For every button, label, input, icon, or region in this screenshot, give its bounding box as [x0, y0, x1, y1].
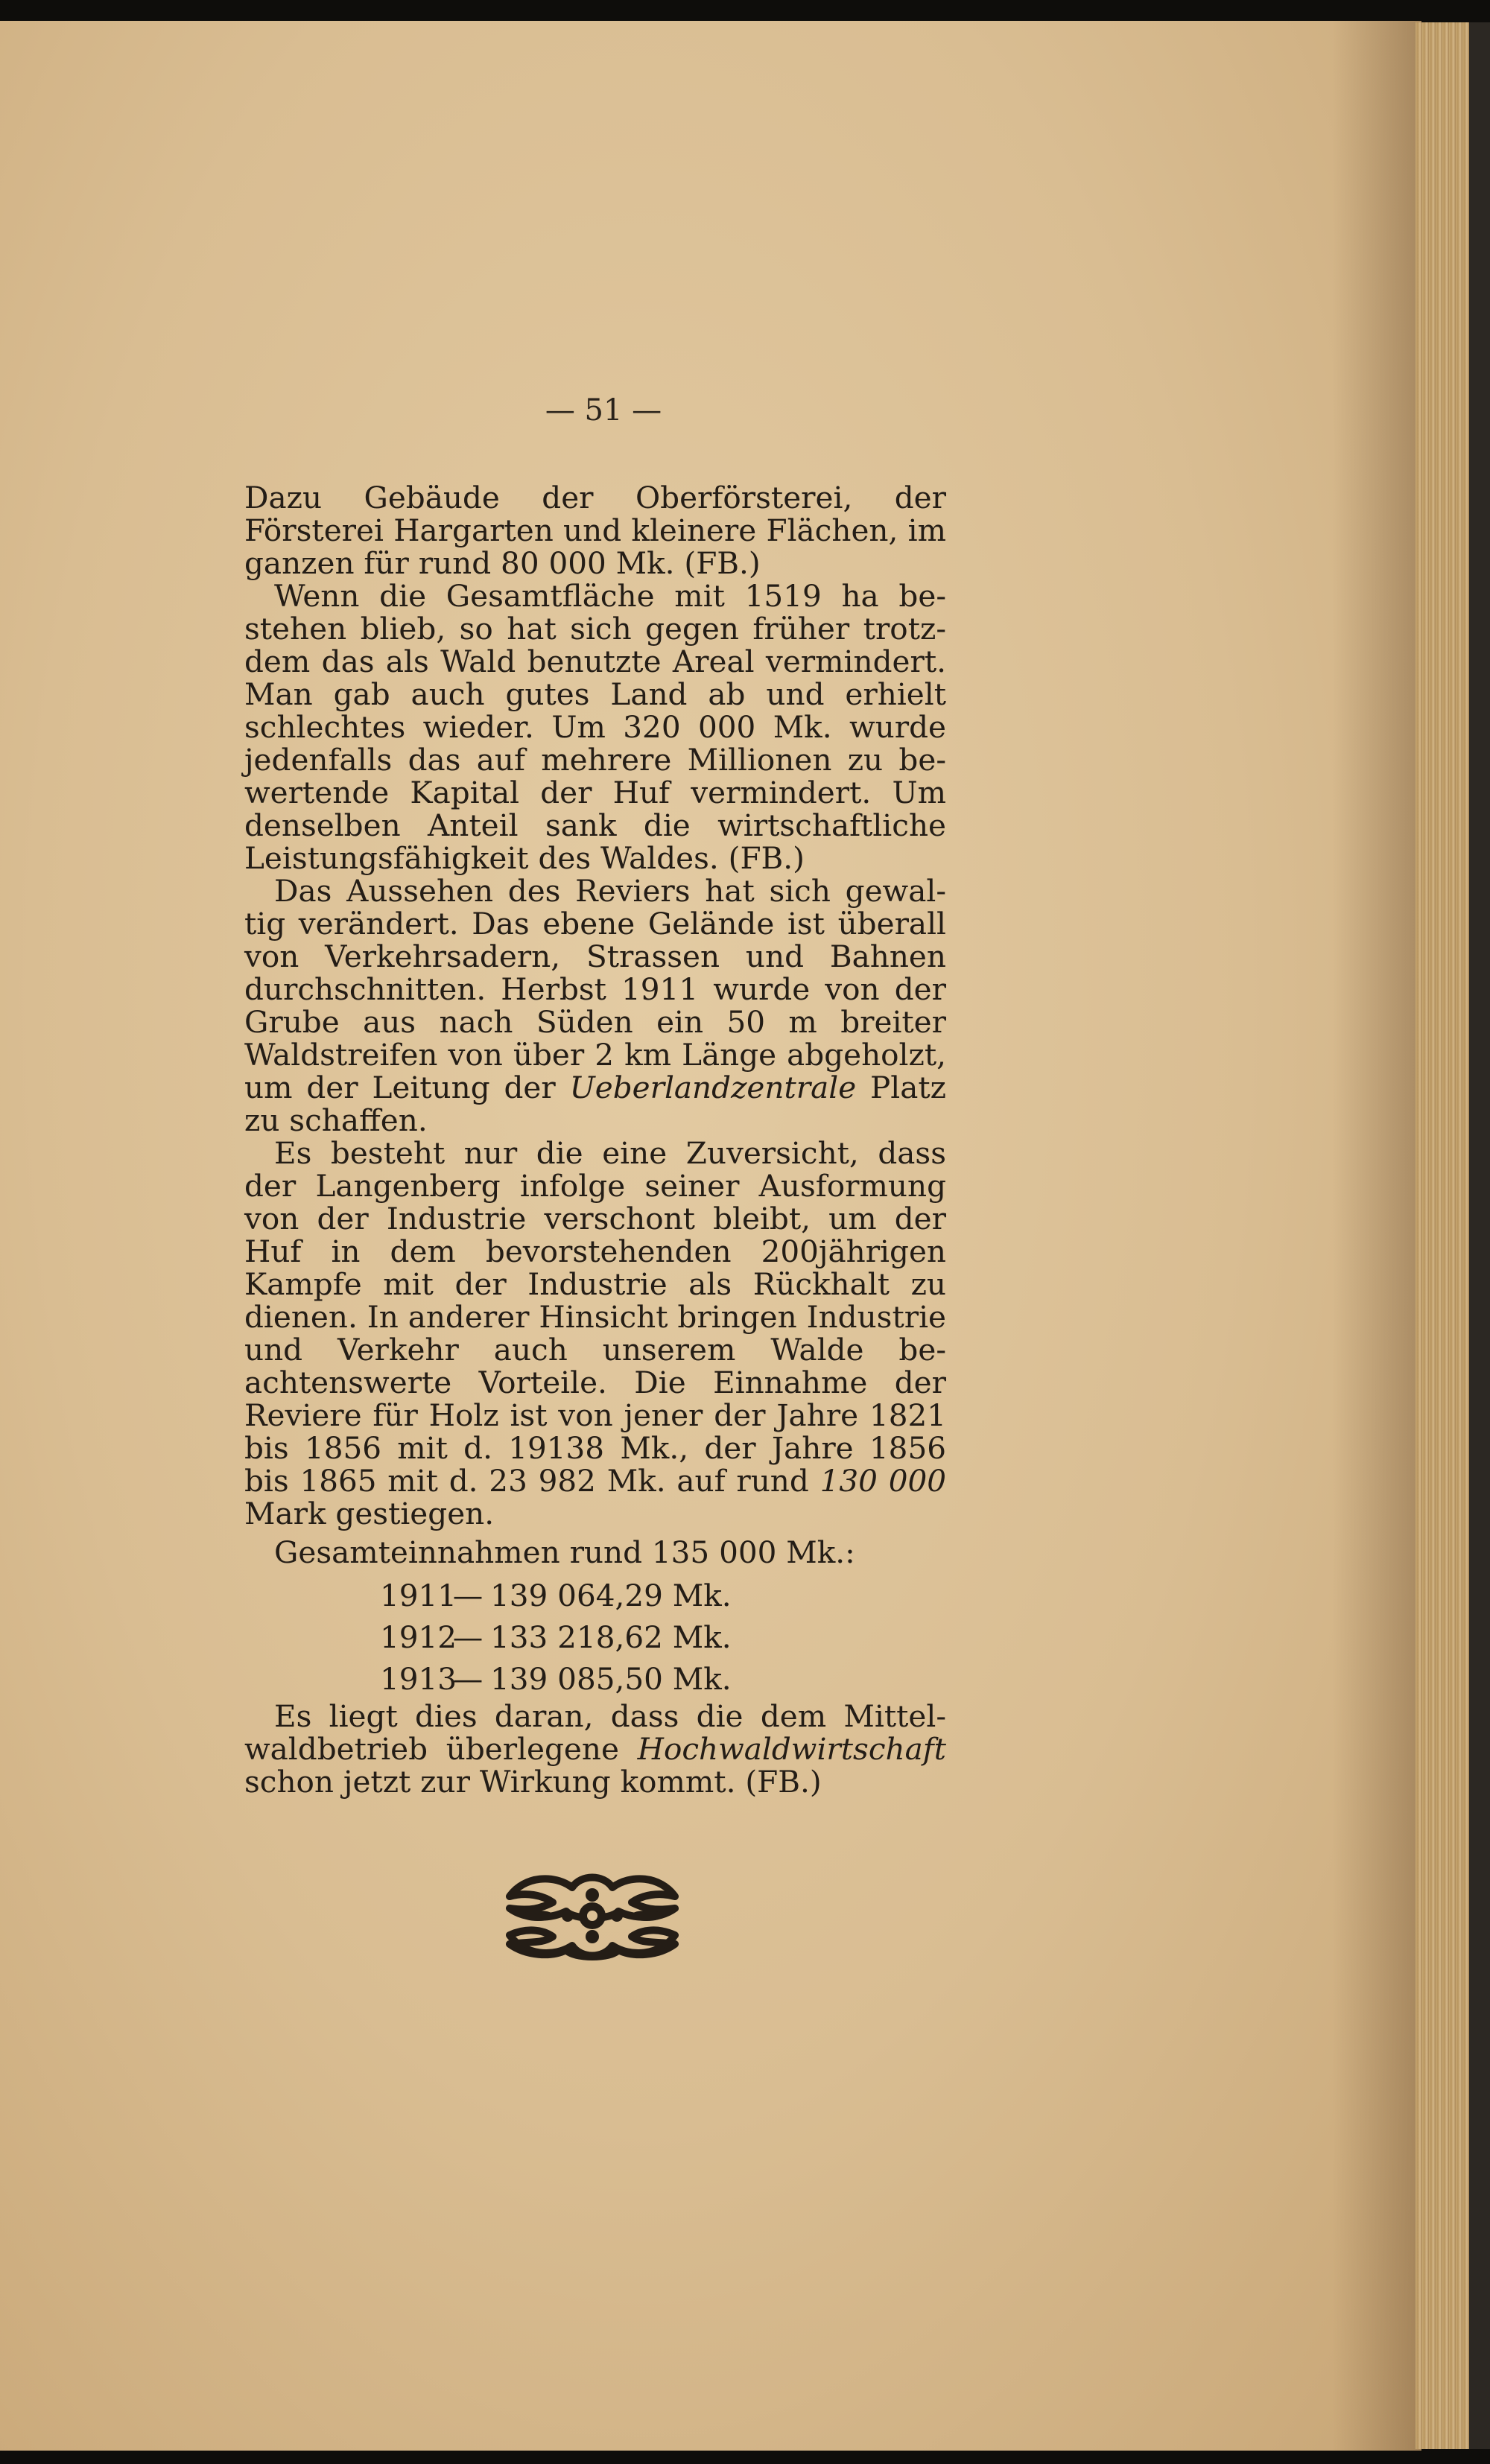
paragraph-closing	[244, 1700, 946, 1798]
page-block-edges	[1416, 22, 1469, 2449]
page-edge-shadow	[1332, 21, 1421, 2451]
body-text	[244, 481, 946, 1798]
revenue-year: 1912	[380, 1619, 457, 1655]
revenue-row	[244, 1575, 946, 1616]
paragraph-closing-italic: Hochwaldwirtschaft	[637, 1731, 946, 1767]
paragraph-closing-end: schon jetzt zur Wirkung kommt. (FB.)	[244, 1764, 822, 1800]
page-number: — 51 —	[545, 393, 662, 428]
revenue-row	[244, 1616, 946, 1658]
paragraph-buildings: Dazu Gebäude der Oberförsterei, der Försterei Hargarten und kleinere Flächen, im ganzen für rund 80 000 Mk. (FB.)	[244, 480, 946, 581]
revenue-amount: 139 064,29 Mk.	[490, 1578, 732, 1613]
paragraph-landscape-text: Das Aussehen des Reviers hat sich gewaltig verändert. Das ebene Gelände ist überall von Verkehrsadern, Strassen und Bahnen durchschnitten. Herbst 1911 wurde von der Grube aus nach Süden ein 50 m breiter Waldstreifen von über 2 km Länge abgeholzt, um der Leitung der	[244, 873, 946, 1105]
revenue-dash: —	[452, 1661, 484, 1697]
paragraph-outlook-end: Mark gestiegen.	[244, 1496, 495, 1531]
revenue-row	[244, 1658, 946, 1700]
revenue-dash: —	[452, 1619, 484, 1655]
revenue-dash: —	[452, 1578, 484, 1613]
paragraph-closing-text: Es liegt dies daran, dass die dem Mittelwaldbetrieb überlegene	[244, 1698, 946, 1767]
revenue-year: 1911	[380, 1578, 457, 1613]
paragraph-landscape-italic: Ueberlandzentrale	[569, 1070, 857, 1105]
book-cover-edge	[1469, 22, 1490, 2449]
paragraph-outlook-text: Es besteht nur die eine Zuversicht, dass der Langenberg infolge seiner Ausformung von der Industrie verschont bleibt, um der Huf in dem bevorstehenden 200jährigen Kampfe mit der Industrie als Rückhalt zu dienen. In anderer Hinsicht bringen Industrie und Verkehr auch unserem Walde beachtenswerte Vorteile. Die Einnahme der Reviere für Holz ist von jener der Jahre 1821 bis 1856 mit d. 19138 Mk., der Jahre 1856 bis 1865 mit d. 23 982 Mk. auf rund	[244, 1135, 946, 1499]
paragraph-landscape	[244, 874, 946, 1137]
paragraph-outlook-italic: 130 000	[820, 1463, 946, 1499]
floral-vignette-icon	[499, 1867, 685, 1965]
revenue-year: 1913	[380, 1661, 457, 1697]
paragraph-landscape-end: Platz zu schaffen.	[244, 1070, 946, 1138]
revenue-amount: 133 218,62 Mk.	[490, 1619, 732, 1655]
revenue-list	[244, 1575, 946, 1700]
revenue-amount: 139 085,50 Mk.	[490, 1661, 732, 1697]
revenue-heading: Gesamteinnahmen rund 135 000 Mk.:	[274, 1534, 855, 1570]
paragraph-outlook	[244, 1137, 946, 1530]
book-page	[0, 21, 1421, 2451]
paragraph-area: Wenn die Gesamtfläche mit 1519 ha bestehen blieb, so hat sich gegen früher trotzdem das als Wald benutzte Areal vermindert. Man gab auch gutes Land ab und erhielt schlechtes wieder. Um 320 000 Mk. wurde jedenfalls das auf mehrere Millionen zu bewertende Kapital der Huf vermindert. Um denselben Anteil sank die wirtschaftliche Leistungsfähigkeit des Waldes. (FB.)	[244, 578, 946, 876]
